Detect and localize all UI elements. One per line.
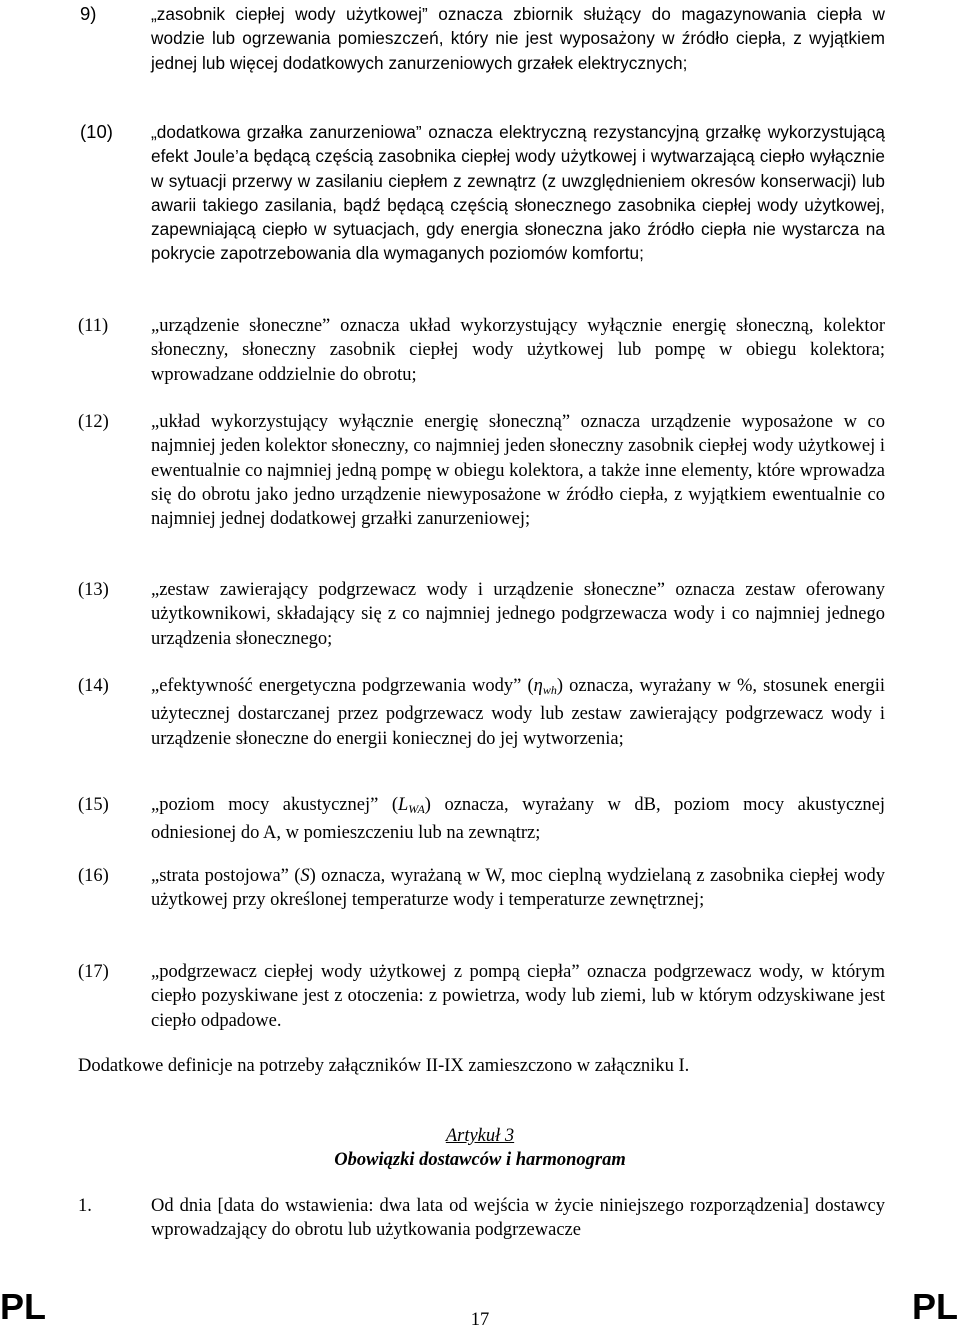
definition-text: „podgrzewacz ciepłej wody użytkowej z pompą ciepła” oznacza podgrzewacz wody, w którym ciepło pozyskiwane jest z otoczenia: z powietrza, wody lub ziemi, lub w którym odzyskiwane jest ciepło odpadowe.: [151, 962, 885, 1031]
article-title: [0, 1124, 960, 1148]
definition-number: (17): [78, 962, 109, 982]
definition-text-part: ) oznacza, wyrażany w %, stosunek energii użytecznej dostarczanej przez podgrzewacz wody lub zestaw zawierający podgrzewacz wody i urządzenie słoneczne do energii koniecznej do jej wytworzenia;: [151, 676, 885, 749]
paragraph-number: 1.: [78, 1196, 92, 1216]
definition-text-part: ) oznacza, wyrażany w dB, poziom mocy akustycznej odniesionej do A, w pomieszczeniu lub na zewnątrz;: [151, 795, 886, 844]
definition-number: (11): [78, 316, 109, 336]
definition-text: „dodatkowa grzałka zanurzeniowa” oznacza elektryczną rezystancyjną grzałkę wykorzystującą efekt Joule’a będącą częścią zasobnika ciepłej wody użytkowej i wytwarzającą ciepło wyłącznie w sytuacji przerwy w zasilaniu ciepłem z zewnątrz (z uwzględnieniem okresów konserwacji) lub awarii takiego zasilania, bądź będącą częścią słonecznego zasobnika ciepłej wody użytkowej, zapewniającą ciepło w sytuacjach, gdy energia słoneczna jako źródło ciepła nie wystarcza na pokrycie zapotrzebowania dla wymaganych poziomów komfortu;: [151, 122, 885, 264]
symbol-s: S: [300, 866, 310, 886]
language-code-left: PL: [0, 1286, 47, 1327]
definition-number: (13): [78, 580, 109, 600]
definition-number: (15): [78, 795, 109, 815]
symbol-subscript: wh: [542, 683, 557, 697]
closing-sentence: Dodatkowe definicje na potrzeby załączników II-IX zamieszczono w załączniku I.: [78, 1056, 690, 1076]
definition-number: (10): [80, 121, 113, 142]
definition-number: (14): [78, 676, 109, 696]
definition-number: (16): [78, 866, 109, 886]
definition-number: (12): [78, 412, 109, 432]
definition-text: [151, 674, 885, 751]
symbol-l: L: [398, 795, 409, 815]
language-code-right: PL: [911, 1286, 958, 1327]
article-subtitle: Obowiązki dostawców i harmonogram: [334, 1150, 626, 1170]
symbol-eta: η: [533, 676, 543, 696]
paragraph-text: Od dnia [data do wstawienia: dwa lata od wejścia w życie niniejszego rozporządzenia] dostawcy wprowadzający do obrotu lub użytkowania podgrzewacze: [151, 1196, 885, 1241]
definition-text: „zestaw zawierający podgrzewacz wody i urządzenie słoneczne” oznacza zestaw oferowany użytkownikowi, składający się z co najmniej jednego podgrzewacza wody i co najmniej jednego urządzenia słonecznego;: [151, 580, 885, 649]
symbol-subscript: WA: [408, 802, 425, 816]
definition-text-part: „efektywność energetyczna podgrzewania wody” (: [151, 676, 534, 696]
article-title-text: Artykuł 3: [445, 1126, 515, 1146]
page-number: 17: [470, 1310, 490, 1330]
definition-text: [151, 793, 885, 846]
definition-text: [151, 864, 885, 913]
definition-text-part: „poziom mocy akustycznej” (: [151, 795, 398, 815]
definition-text-part: ) oznacza, wyrażaną w W, moc cieplną wydzielaną z zasobnika ciepłej wody użytkowej przy określonej temperaturze wody i temperaturze zewnętrznej;: [151, 866, 886, 911]
definition-text: „układ wykorzystujący wyłącznie energię słoneczną” oznacza urządzenie wyposażone w co najmniej jeden kolektor słoneczny, co najmniej jeden słoneczny zasobnik ciepłej wody użytkowej i ewentualnie co najmniej jedną pompę w obiegu kolektora, a także inne elementy, które wprowadza się do obrotu jako jedno urządzenie niewyposażone w źródło ciepła, z wyjątkiem ewentualnie co najmniej jednej dodatkowej grzałki zanurzeniowej;: [151, 412, 885, 530]
definition-number: 9): [80, 3, 97, 24]
definition-text-part: „strata postojowa” (: [151, 866, 301, 886]
definition-text: „zasobnik ciepłej wody użytkowej” oznacza zbiornik służący do magazynowania ciepła w wodzie lub ogrzewania pomieszczeń, który nie jest wyposażony w źródło ciepła, z wyjątkiem jednej lub więcej dodatkowych zanurzeniowych grzałek elektrycznych;: [151, 4, 885, 73]
definition-text: „urządzenie słoneczne” oznacza układ wykorzystujący wyłącznie energię słoneczną, kolektor słoneczny, słoneczny zasobnik ciepłej wody użytkowej lub pompę w obiegu kolektora; wprowadzane oddzielnie do obrotu;: [151, 316, 885, 385]
